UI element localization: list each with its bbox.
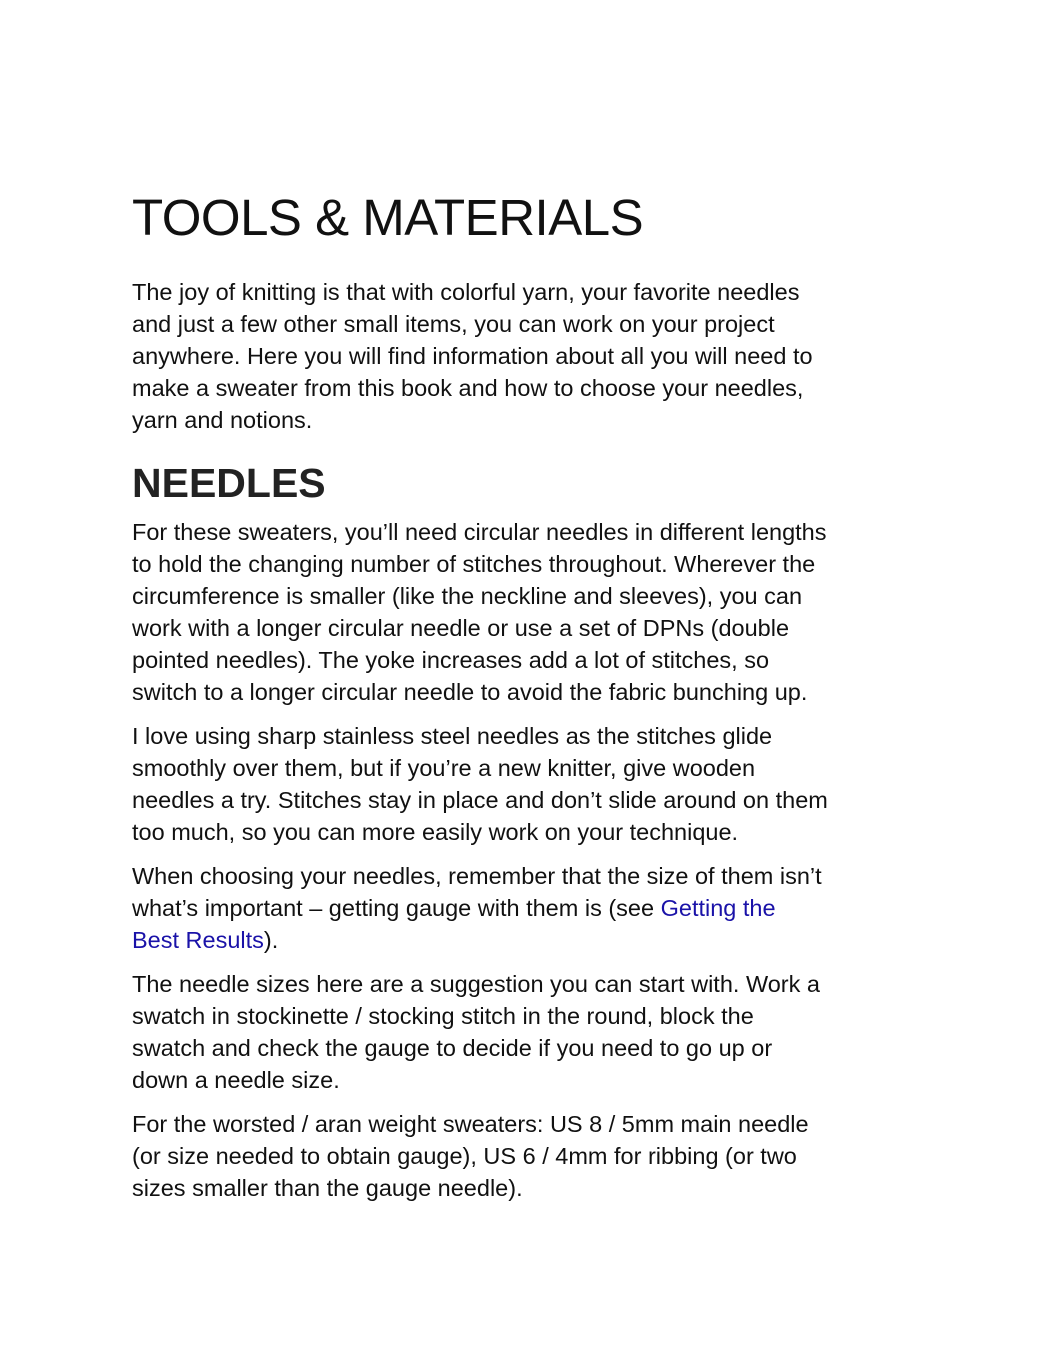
text-line: For these sweaters, you’ll need circular needles in different lengths bbox=[132, 519, 827, 545]
text-line: I love using sharp stainless steel needles as the stitches glide bbox=[132, 723, 773, 749]
text-line: The joy of knitting is that with colorful yarn, your favorite needles bbox=[132, 279, 800, 305]
text-line: down a needle size. bbox=[132, 1067, 340, 1093]
page-title: TOOLS & MATERIALS bbox=[132, 189, 644, 246]
needles-paragraph-1 bbox=[132, 516, 932, 708]
needles-paragraph-3 bbox=[132, 860, 932, 956]
text-line: The needle sizes here are a suggestion you can start with. Work a bbox=[132, 971, 820, 997]
text-line: pointed needles). The yoke increases add a lot of stitches, so bbox=[132, 647, 770, 673]
needles-paragraph-2 bbox=[132, 720, 932, 848]
text-line: to hold the changing number of stitches throughout. Wherever the bbox=[132, 551, 816, 577]
text-line: swatch in stockinette / stocking stitch in the round, block the bbox=[132, 1003, 754, 1029]
text-line bbox=[132, 892, 932, 924]
text-line: circumference is smaller (like the neckline and sleeves), you can bbox=[132, 583, 803, 609]
intro-paragraph bbox=[132, 276, 932, 436]
text-line: When choosing your needles, remember that the size of them isn’t bbox=[132, 863, 822, 889]
needles-paragraph-5 bbox=[132, 1108, 932, 1204]
text-line: work with a longer circular needle or use a set of DPNs (double bbox=[132, 615, 790, 641]
text-line: (or size needed to obtain gauge), US 6 / 4mm for ribbing (or two bbox=[132, 1143, 797, 1169]
getting-best-results-link[interactable]: Getting the bbox=[660, 895, 776, 921]
text-line: For the worsted / aran weight sweaters: US 8 / 5mm main needle bbox=[132, 1111, 809, 1137]
needles-paragraph-4 bbox=[132, 968, 932, 1096]
text-line: and just a few other small items, you can work on your project bbox=[132, 311, 775, 337]
text-line: too much, so you can more easily work on your technique. bbox=[132, 819, 739, 845]
text-line: sizes smaller than the gauge needle). bbox=[132, 1175, 523, 1201]
text-line: needles a try. Stitches stay in place and don’t slide around on them bbox=[132, 787, 828, 813]
page-content bbox=[132, 186, 932, 1216]
text-line bbox=[132, 924, 932, 956]
text-line: yarn and notions. bbox=[132, 407, 313, 433]
text-line: make a sweater from this book and how to choose your needles, bbox=[132, 375, 804, 401]
getting-best-results-link-cont[interactable]: Best Results bbox=[132, 927, 264, 953]
text-line: anywhere. Here you will find information about all you will need to bbox=[132, 343, 813, 369]
text-line: switch to a longer circular needle to avoid the fabric bunching up. bbox=[132, 679, 808, 705]
needles-heading: NEEDLES bbox=[132, 460, 326, 506]
text-segment: what’s important – getting gauge with them is (see bbox=[132, 895, 661, 921]
text-line: swatch and check the gauge to decide if you need to go up or bbox=[132, 1035, 773, 1061]
text-segment: ). bbox=[263, 927, 279, 953]
text-line: smoothly over them, but if you’re a new knitter, give wooden bbox=[132, 755, 756, 781]
